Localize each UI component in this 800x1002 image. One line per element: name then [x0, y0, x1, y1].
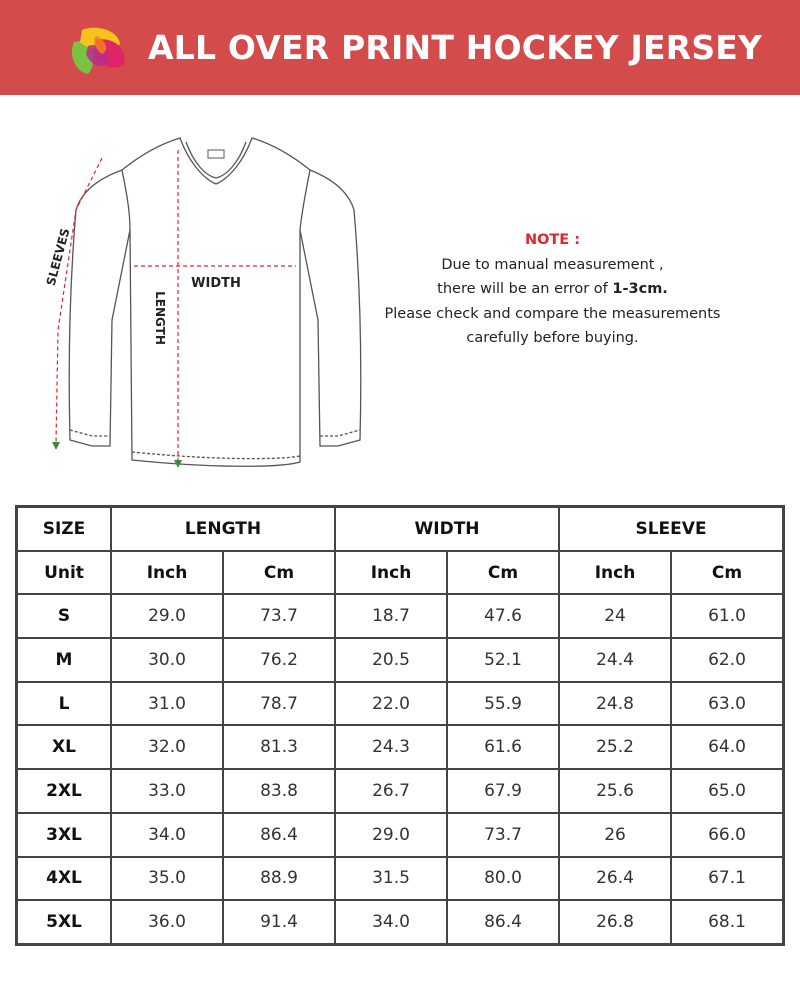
size-header: SIZE	[17, 507, 111, 551]
table-row	[17, 638, 783, 682]
measurement-cell: 30.0	[111, 638, 223, 682]
measurement-cell: 35.0	[111, 857, 223, 901]
note-line-3: Please check and compare the measurements	[384, 305, 721, 322]
measurement-cell: 66.0	[671, 813, 783, 857]
table-row	[17, 813, 783, 857]
header-banner	[0, 0, 800, 95]
measurement-cell: 67.1	[671, 857, 783, 901]
size-cell: 4XL	[17, 857, 111, 901]
length-header: LENGTH	[111, 507, 335, 551]
note-line-2-text: there will be an error of	[437, 281, 613, 297]
measurement-cell: 26	[559, 813, 671, 857]
measure-guides	[56, 150, 296, 460]
measurement-cell: 20.5	[335, 638, 447, 682]
length-label: LENGTH	[153, 291, 167, 345]
measurement-cell: 29.0	[335, 813, 447, 857]
measurement-cell: 65.0	[671, 769, 783, 813]
sleeve-header: SLEEVE	[559, 507, 783, 551]
measurement-cell: 67.9	[447, 769, 559, 813]
measurement-cell: 25.6	[559, 769, 671, 813]
table-row	[17, 682, 783, 726]
sleeve-guide-line	[56, 158, 102, 442]
measurement-cell: 33.0	[111, 769, 223, 813]
measurement-cell: 73.7	[447, 813, 559, 857]
unit-cm: Cm	[671, 551, 783, 595]
measurement-cell: 80.0	[447, 857, 559, 901]
measurement-note	[370, 228, 735, 351]
measurement-cell: 24	[559, 594, 671, 638]
measurement-cell: 78.7	[223, 682, 335, 726]
unit-header: Unit	[17, 551, 111, 595]
measurement-cell: 24.4	[559, 638, 671, 682]
note-title: NOTE :	[524, 232, 581, 248]
measurement-cell: 22.0	[335, 682, 447, 726]
table-row	[17, 900, 783, 944]
measurement-cell: 64.0	[671, 725, 783, 769]
size-cell: L	[17, 682, 111, 726]
size-cell: M	[17, 638, 111, 682]
measurement-cell: 24.8	[559, 682, 671, 726]
unit-inch: Inch	[335, 551, 447, 595]
measurement-cell: 34.0	[335, 900, 447, 944]
size-chart-table	[16, 506, 784, 945]
width-label: WIDTH	[191, 276, 241, 291]
note-error-range: 1-3cm.	[612, 281, 668, 297]
measurement-cell: 26.7	[335, 769, 447, 813]
jersey-diagram	[30, 130, 370, 475]
measurement-cell: 55.9	[447, 682, 559, 726]
measurement-cell: 52.1	[447, 638, 559, 682]
measurement-cell: 83.8	[223, 769, 335, 813]
width-header: WIDTH	[335, 507, 559, 551]
size-cell: 2XL	[17, 769, 111, 813]
measurement-cell: 86.4	[447, 900, 559, 944]
colorful-leaf-logo-icon	[66, 20, 132, 78]
measurement-cell: 86.4	[223, 813, 335, 857]
note-line-2	[370, 277, 735, 302]
measurement-cell: 63.0	[671, 682, 783, 726]
measurement-cell: 61.6	[447, 725, 559, 769]
measurement-cell: 73.7	[223, 594, 335, 638]
table-row	[17, 594, 783, 638]
jersey-outline-icon	[69, 138, 361, 466]
measurement-cell: 76.2	[223, 638, 335, 682]
size-cell: 3XL	[17, 813, 111, 857]
unit-inch: Inch	[111, 551, 223, 595]
measurement-cell: 81.3	[223, 725, 335, 769]
page-title: ALL OVER PRINT HOCKEY JERSEY	[148, 28, 763, 67]
table-row	[17, 857, 783, 901]
table-unit-row	[17, 551, 783, 595]
table-row	[17, 725, 783, 769]
table-header-row	[17, 507, 783, 551]
measurement-cell: 62.0	[671, 638, 783, 682]
size-cell: XL	[17, 725, 111, 769]
measurement-cell: 32.0	[111, 725, 223, 769]
size-cell: S	[17, 594, 111, 638]
measurement-cell: 29.0	[111, 594, 223, 638]
size-cell: 5XL	[17, 900, 111, 944]
measurement-cell: 36.0	[111, 900, 223, 944]
unit-inch: Inch	[559, 551, 671, 595]
unit-cm: Cm	[223, 551, 335, 595]
sleeves-label: SLEEVES	[43, 226, 73, 288]
note-line-4: carefully before buying.	[466, 330, 639, 346]
measurement-cell: 25.2	[559, 725, 671, 769]
measurement-cell: 34.0	[111, 813, 223, 857]
measurement-cell: 31.5	[335, 857, 447, 901]
measurement-cell: 18.7	[335, 594, 447, 638]
unit-cm: Cm	[447, 551, 559, 595]
measurement-cell: 24.3	[335, 725, 447, 769]
note-line-1: Due to manual measurement ,	[441, 256, 664, 273]
measurement-cell: 26.4	[559, 857, 671, 901]
measurement-cell: 68.1	[671, 900, 783, 944]
measurement-cell: 26.8	[559, 900, 671, 944]
measurement-cell: 61.0	[671, 594, 783, 638]
measurement-cell: 47.6	[447, 594, 559, 638]
measurement-cell: 91.4	[223, 900, 335, 944]
table-row	[17, 769, 783, 813]
measurement-cell: 31.0	[111, 682, 223, 726]
measurement-cell: 88.9	[223, 857, 335, 901]
